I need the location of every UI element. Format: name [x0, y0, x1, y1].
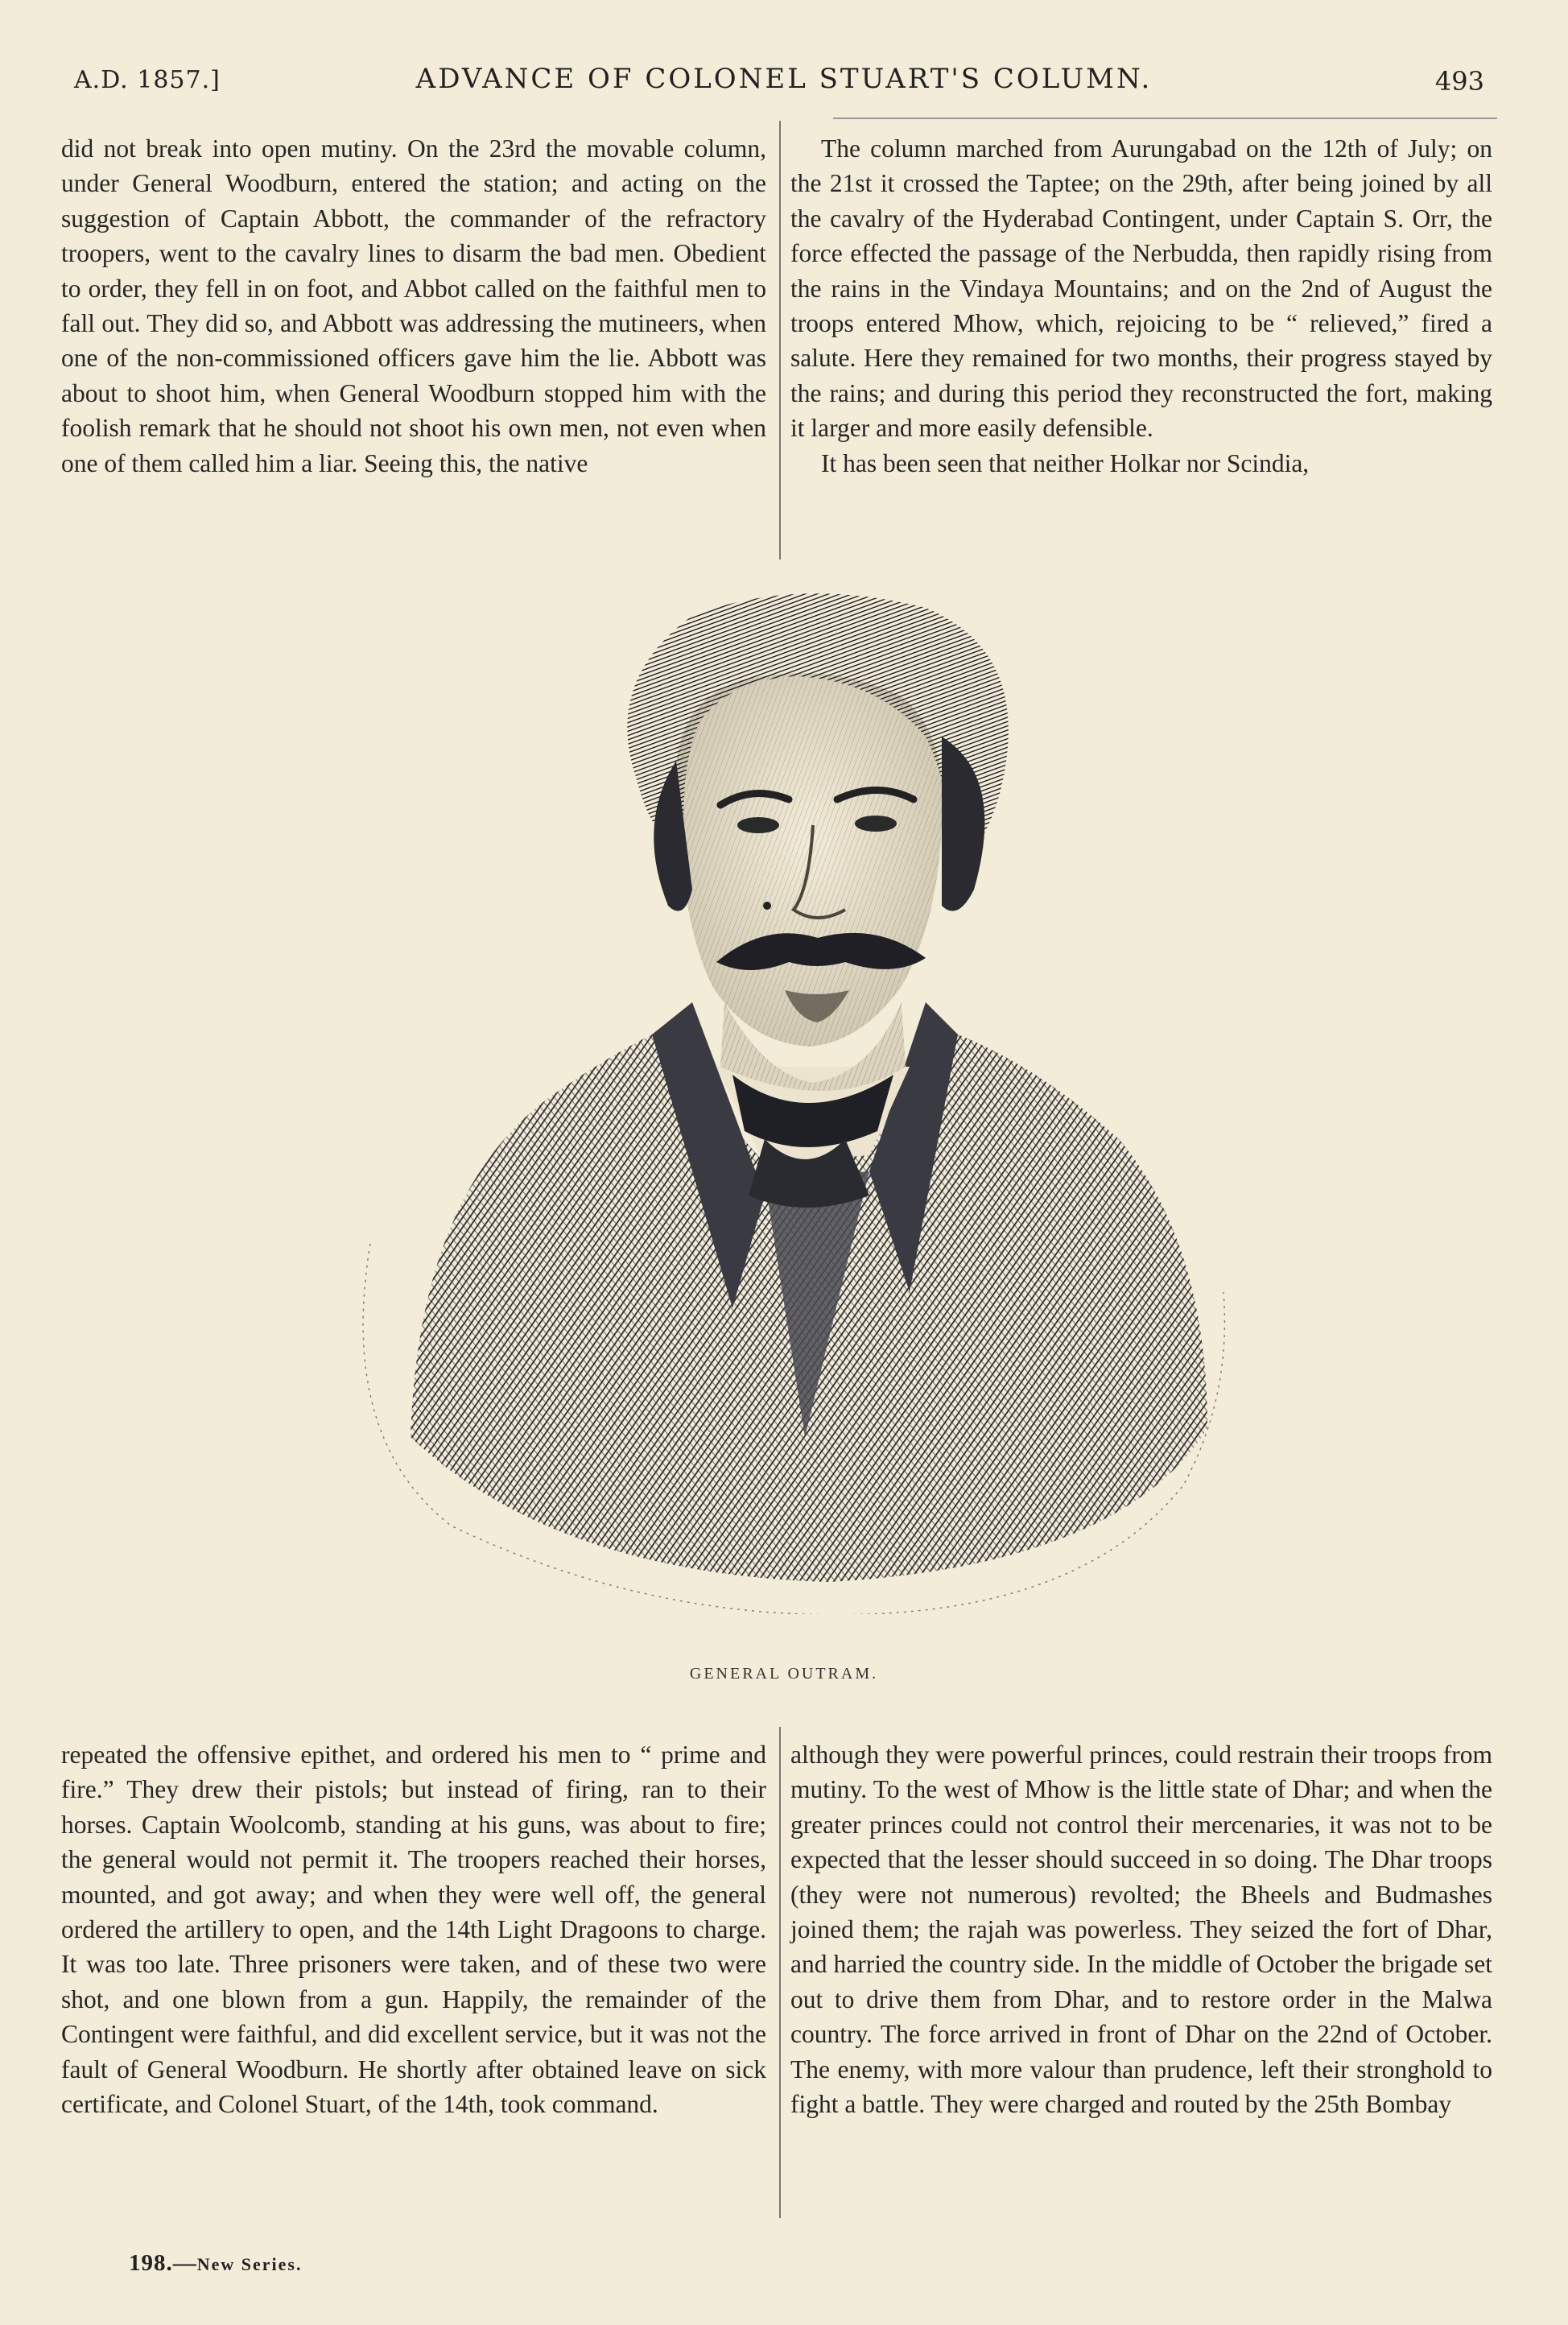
series-signature	[129, 2250, 303, 2277]
paragraph: It has been seen that neither Holkar nor Scindia,	[821, 448, 1310, 477]
bottom-right-column	[790, 1737, 1492, 2121]
series-number: 198.—	[129, 2250, 197, 2276]
paragraph: although they were powerful princes, could restrain their troops from mutiny. To the west of Mhow is the little state of Dhar; and when the greater princes could not control their mercenaries, it was not to be expected that the lesser should succeed in so doing. The Dhar troops (they were not numerous) revolted; the Bheels and Budmashes joined them; the rajah was powerless. They seized the fort of Dhar, and harried the country side. In the middle of October the brigade set out to drive them from Dhar, and to restore order in the Malwa country. The force arrived in front of Dhar on the 22nd of October. The enemy, with more valour than prudence, left their stronghold to fight a battle. They were charged and routed by the 25th Bombay	[790, 1741, 1492, 2119]
running-head-title: ADVANCE OF COLONEL STUART'S COLUMN.	[415, 63, 1153, 95]
paragraph: repeated the offensive epithet, and ordered his men to “ prime and fire.” They drew their pistols; but instead of firing, ran to their horses. Captain Woolcomb, standing at his guns, was about to fire; the general would not permit it. The troopers reached their horses, mounted, and got away; and when they were well off, the general ordered the artillery to open, and the 14th Light Dragoons to charge. It was too late. Three prisoners were taken, and of these two were shot, and one blown from a gun. Happily, the remainder of the Contingent were faithful, and did excellent service, but it was not the fault of General Woodburn. He shortly after obtained leave on sick certificate, and Colonel Stuart, of the 14th, took command.	[61, 1741, 766, 2119]
series-label: New Series.	[196, 2254, 303, 2274]
paragraph: did not break into open mutiny. On the 23rd the movable column, under General Woodburn, entered the station; and acting on the suggestion of Captain Abbott, the commander of the refractory troopers, went to the cavalry lines to disarm the bad men. Obedient to order, they fell in on foot, and Abbot called on the faithful men to fall out. They did so, and Abbott was addressing the mutineers, when one of the non-commissioned officers gave him the lie. Abbott was about to shoot him, when General Woodburn stopped him with the foolish remark that he should not shoot his own men, not even when one of them called him a liar. Seeing this, the native	[61, 134, 766, 477]
bottom-left-column	[61, 1737, 766, 2121]
bottom-column-divider	[779, 1727, 781, 2218]
portrait-engraving	[314, 584, 1264, 1614]
illustration-caption: GENERAL OUTRAM.	[689, 1665, 879, 1683]
paragraph: The column marched from Aurungabad on the 12th of July; on the 21st it crossed the Taptee; on the 29th, after being joined by all the cavalry of the Hyderabad Contingent, under Captain S. Orr, the force effected the passage of the Nerbudda, then rapidly rising from the rains in the Vindaya Mountains; and on the 2nd of August the troops entered Mhow, which, rejoicing to be “ relieved,” fired a salute. Here they remained for two months, their progress stayed by the rains; and during this period they reconstructed the fort, making it larger and more easily defensible.	[790, 134, 1492, 443]
running-head-date: A.D. 1857.]	[74, 66, 221, 94]
top-column-rule	[833, 118, 1497, 119]
top-right-column	[790, 131, 1492, 481]
page-number: 493	[1434, 66, 1484, 97]
top-left-column	[61, 131, 766, 481]
top-column-divider	[779, 121, 781, 560]
